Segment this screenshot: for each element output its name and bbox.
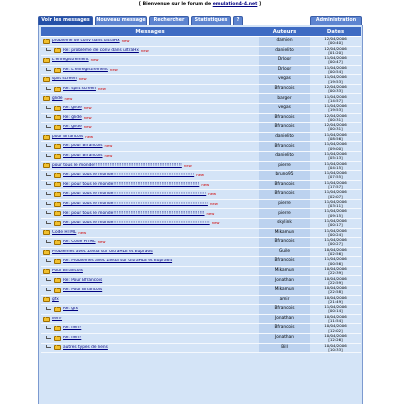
message-cell [41, 257, 259, 267]
author-cell: skylink [259, 219, 310, 229]
date-text: 11/04/2006 [324, 93, 347, 99]
time-text: [22:39] [328, 270, 343, 276]
new-badge: new [206, 211, 215, 216]
folder-icon [54, 48, 61, 53]
thread-branch-icon [46, 125, 51, 128]
message-subject-link[interactable]: Re: problème de conv dans ultraHx [63, 48, 139, 53]
folder-icon [54, 259, 61, 264]
folder-icon [54, 278, 61, 283]
folder-icon [54, 192, 61, 197]
time-text: [19:53] [328, 107, 343, 113]
date-text: 10/04/2006 [324, 294, 347, 300]
time-text: [00:31] [328, 116, 343, 122]
tab-nouveau-message[interactable]: Nouveau message [96, 18, 146, 23]
table-row[interactable] [41, 305, 361, 315]
date-text: 11/04/2006 [324, 64, 347, 70]
message-subject-link[interactable]: Pour Bfrancois [52, 268, 83, 273]
folder-icon [54, 115, 61, 120]
message-subject-link[interactable]: Re: L'enregistrement [63, 67, 108, 72]
table-row[interactable] [41, 114, 361, 124]
date-text: 11/04/2006 [324, 131, 347, 137]
time-text: [00:56] [328, 260, 343, 266]
table-row[interactable] [41, 238, 361, 248]
table-row[interactable] [41, 75, 361, 85]
time-text: [04:15] [328, 164, 343, 170]
folder-icon [54, 154, 61, 159]
date-text: 11/04/2006 [324, 179, 347, 185]
author-cell: pierre [259, 209, 310, 219]
message-cell [41, 75, 259, 85]
date-text: 12/04/2006 [324, 36, 347, 42]
thread-branch-icon [46, 106, 51, 109]
date-text: 10/04/2006 [324, 285, 347, 291]
date-text: 11/04/2006 [324, 141, 347, 147]
author-cell: Mikamun [259, 267, 310, 277]
time-text: [19:53] [328, 78, 343, 84]
date-text: 11/04/2006 [324, 304, 347, 310]
date-text: 11/04/2006 [324, 74, 347, 80]
thread-branch-icon [46, 182, 51, 185]
thread-branch-icon [46, 68, 51, 71]
date-text: 10/04/2006 [324, 313, 347, 319]
thread-branch-icon [46, 259, 51, 262]
date-text: 11/04/2006 [324, 55, 347, 61]
messages-table [41, 27, 361, 353]
new-badge: new [90, 57, 99, 63]
thread-branch-icon [46, 202, 51, 205]
time-text: [10:33] [328, 346, 343, 352]
time-text: [00:14] [328, 308, 343, 314]
table-row[interactable] [41, 142, 361, 152]
new-badge: new [78, 230, 87, 235]
message-subject-link[interactable]: autres types de liens [63, 345, 108, 350]
new-badge: new [140, 48, 149, 53]
new-badge: new [97, 86, 106, 92]
message-subject-link[interactable]: pour tous le monde!!!!!!!!!!!!!!!!!!!!!!!!!!!!!!!!!!!!!!!!!!!!!!!!!!! [52, 163, 182, 168]
folder-icon [43, 297, 50, 302]
folder-icon [54, 211, 61, 216]
message-subject-link[interactable]: Re: Pour Bfrancois [63, 287, 103, 293]
author-cell: Bill [259, 344, 310, 354]
message-cell [41, 142, 259, 152]
folder-icon [43, 269, 50, 274]
folder-icon [43, 77, 50, 82]
author-cell: Bfrancois [259, 142, 310, 152]
new-badge: new [104, 144, 113, 149]
time-text: [12:02] [328, 327, 343, 333]
thread-branch-icon [46, 192, 51, 195]
column-header-dates[interactable]: Dates [310, 27, 361, 37]
welcome-banner [0, 2, 400, 8]
date-text: 12/04/2006 [324, 122, 347, 128]
message-cell [41, 85, 259, 95]
author-cell: Bfrancois [259, 305, 310, 315]
table-row[interactable] [41, 56, 361, 66]
table-row[interactable] [41, 229, 361, 239]
column-header-messages[interactable]: Messages [41, 27, 259, 37]
message-subject-link[interactable]: Re: Pour Bfrancois [63, 278, 103, 283]
time-text: [14:57] [328, 97, 343, 103]
date-text: 11/04/2006 [324, 151, 347, 157]
message-subject-link[interactable]: Re: glide [63, 105, 82, 111]
message-cell [41, 286, 259, 296]
table-row[interactable] [41, 324, 361, 334]
table-row[interactable] [41, 200, 361, 210]
folder-icon [54, 106, 61, 111]
date-text: 11/04/2006 [324, 256, 347, 262]
time-text: [17:57] [328, 183, 343, 189]
time-text: [00:54] [328, 69, 343, 75]
thread-branch-icon [46, 278, 51, 281]
author-cell: Bfrancois [259, 123, 310, 133]
new-badge: new [121, 38, 130, 44]
table-row[interactable] [41, 296, 361, 306]
table-header [41, 27, 361, 37]
time-text: [12:26] [328, 337, 343, 343]
author-cell: pierre [259, 200, 310, 210]
new-badge: new [183, 163, 192, 168]
date-text: 11/04/2006 [324, 198, 347, 204]
table-row[interactable] [41, 171, 361, 181]
message-cell [41, 123, 259, 133]
date-text: 12/04/2006 [324, 45, 347, 51]
author-cell: vegas [259, 75, 310, 85]
message-cell [41, 152, 259, 162]
thread-branch-icon [46, 144, 51, 147]
message-subject-link[interactable]: gfx [52, 297, 59, 302]
message-cell [41, 200, 259, 210]
message-cell [41, 248, 259, 258]
thread-branch-icon [46, 288, 51, 291]
messages-body [41, 37, 361, 353]
time-text: [02:07] [328, 193, 343, 199]
author-cell: danielito [259, 133, 310, 143]
date-text: 10/04/2006 [324, 323, 347, 329]
folder-icon [54, 240, 61, 245]
table-row[interactable] [41, 190, 361, 200]
message-subject-link[interactable]: Re: Problemes avec Zelda sur UltraHLE et Eupra64 [63, 259, 173, 264]
new-badge: new [97, 239, 106, 245]
folder-icon [54, 345, 61, 350]
thread-branch-icon [46, 87, 51, 90]
date-text: 11/04/2006 [324, 218, 347, 224]
author-cell: Bfrancois [259, 257, 310, 267]
table-row[interactable] [41, 248, 361, 258]
message-cell [41, 324, 259, 334]
message-subject-link[interactable]: Re: split screen [63, 86, 96, 92]
folder-icon [43, 96, 50, 101]
message-cell [41, 114, 259, 124]
message-cell [41, 238, 259, 248]
message-cell [41, 305, 259, 315]
date-text: 12/04/2006 [324, 83, 347, 89]
table-row[interactable] [41, 47, 361, 57]
table-row[interactable] [41, 162, 361, 172]
thread-branch-icon [46, 345, 51, 348]
time-text: [00:33] [328, 88, 343, 94]
thread-branch-icon [46, 221, 51, 224]
author-cell: amir [259, 296, 310, 306]
new-badge: new [104, 153, 113, 159]
time-text: [00:31] [328, 126, 343, 132]
new-badge: new [201, 182, 210, 187]
message-cell [41, 315, 259, 325]
message-subject-link[interactable]: Re: pour tous le monde!!!!!!!!!!!!!!!!!!!!!!!!!!!!!!!!!!!!!!!!!!!!!!!!!!!!!!!! [63, 220, 210, 226]
thread-branch-icon [46, 336, 51, 339]
time-text: [00:24] [328, 231, 343, 237]
author-cell: Bfrancois [259, 181, 310, 191]
message-cell [41, 133, 259, 143]
time-text: [02:56] [328, 251, 343, 256]
date-text: 11/04/2006 [324, 189, 347, 195]
message-subject-link[interactable]: Re: pour tous le monde!!!!!!!!!!!!!!!!!!!!!!!!!!!!!!!!!!!!!!!!!!!!!!! [63, 172, 195, 178]
time-text: [21:49] [328, 298, 343, 304]
thread-branch-icon [46, 307, 51, 310]
author-cell: Guile [259, 248, 310, 258]
time-text: [01:20] [328, 49, 343, 55]
new-badge: new [208, 192, 217, 197]
date-cell [310, 344, 361, 354]
message-cell [41, 171, 259, 181]
author-cell: bruno95 [259, 171, 310, 181]
author-cell: Mikamun [259, 286, 310, 296]
author-cell: Bfrancois [259, 324, 310, 334]
author-cell: danielito [259, 152, 310, 162]
table-row[interactable] [41, 219, 361, 229]
folder-icon [54, 336, 61, 341]
new-badge: new [85, 134, 94, 139]
message-subject-link[interactable]: problème de conv dans ultraHx [52, 38, 120, 44]
time-text: [00:47] [328, 59, 343, 65]
message-cell [41, 344, 259, 354]
folder-icon [54, 68, 61, 73]
table-row[interactable] [41, 152, 361, 162]
author-cell: Bfrancois [259, 114, 310, 124]
author-cell: pierre [259, 162, 310, 172]
message-subject-link[interactable]: Re: glide [63, 124, 82, 130]
thread-branch-icon [46, 154, 51, 157]
message-subject-link[interactable]: Re: lien? [63, 326, 82, 331]
thread-branch-icon [46, 173, 51, 176]
message-subject-link[interactable]: Re: pour tous le monde!!!!!!!!!!!!!!!!!!!!!!!!!!!!!!!!!!!!!!!!!!!!!!!!!! [63, 182, 200, 187]
time-text: [22:59] [328, 279, 343, 285]
message-cell [41, 334, 259, 344]
table-row[interactable] [41, 85, 361, 95]
table-row[interactable] [41, 257, 361, 267]
folder-icon [43, 39, 50, 44]
table-row[interactable] [41, 123, 361, 133]
date-text: 11/04/2006 [324, 170, 347, 176]
new-badge: new [109, 67, 118, 72]
message-subject-link[interactable]: lien? [52, 316, 63, 321]
folder-icon [54, 144, 61, 149]
message-cell [41, 219, 259, 229]
tab-voir-les-messages[interactable]: Voir les messages [38, 16, 93, 25]
message-subject-link[interactable]: Re: pour Bfrancois [63, 153, 103, 159]
time-text: [08:56] [328, 136, 343, 142]
date-text: 11/04/2006 [324, 227, 347, 233]
date-text: 10/04/2006 [324, 275, 347, 281]
new-badge: new [83, 115, 92, 120]
table-row[interactable] [41, 104, 361, 114]
date-text: 12/04/2006 [324, 112, 347, 118]
folder-icon [43, 163, 50, 168]
time-text: [09:00] [328, 145, 343, 151]
table-row[interactable] [41, 209, 361, 219]
author-cell: barger [259, 94, 310, 104]
message-subject-link[interactable]: Re: gfx [63, 306, 79, 312]
date-text: 10/04/2006 [324, 246, 347, 252]
message-subject-link[interactable]: Re: pour tous le monde!!!!!!!!!!!!!!!!!!!!!!!!!!!!!!!!!!!!!!!!!!!!!!!!!!!!! [63, 211, 205, 216]
site-link[interactable]: emulation4-4.net [212, 2, 258, 7]
author-cell: Bfrancois [259, 238, 310, 248]
folder-icon [43, 250, 50, 255]
messages-panel [38, 25, 363, 404]
welcome-prefix: [ Bienvenue sur le forum de [138, 2, 213, 7]
new-badge: new [196, 172, 205, 178]
column-header-auteurs[interactable]: Auteurs [259, 27, 310, 37]
thread-branch-icon [46, 115, 51, 118]
message-cell [41, 37, 259, 47]
table-row[interactable] [41, 315, 361, 325]
message-subject-link[interactable]: Re: glide [63, 115, 82, 120]
table-row[interactable] [41, 267, 361, 277]
author-cell: Jonathan [259, 334, 310, 344]
table-row[interactable] [41, 94, 361, 104]
date-text: 11/04/2006 [324, 237, 347, 243]
folder-icon [54, 173, 61, 178]
table-row[interactable] [41, 133, 361, 143]
folder-icon [54, 326, 61, 331]
message-subject-link[interactable]: Re: lien? [63, 335, 82, 341]
thread-branch-icon [46, 211, 51, 214]
thread-branch-icon [46, 240, 51, 243]
thread-branch-icon [46, 326, 51, 329]
time-text: [00:40] [328, 40, 343, 46]
folder-icon [54, 125, 61, 130]
message-cell [41, 47, 259, 57]
message-cell [41, 56, 259, 66]
date-text: 10/04/2006 [324, 333, 347, 338]
date-text: 10/04/2006 [324, 265, 347, 271]
message-subject-link[interactable]: Re: pour tous le monde!!!!!!!!!!!!!!!!!!!!!!!!!!!!!!!!!!!!!!!!!!!!!!!!!!!!!!! [63, 201, 208, 206]
new-badge: new [83, 124, 92, 130]
message-subject-link[interactable]: Problemes avec Zelda sur UltraHLE et Eupra64 [52, 249, 153, 254]
new-badge: new [83, 105, 92, 111]
date-text: 11/04/2006 [324, 160, 347, 166]
tab-administration[interactable]: Administration [310, 16, 362, 25]
message-cell [41, 276, 259, 286]
message-cell [41, 66, 259, 76]
new-badge: new [209, 201, 218, 206]
message-cell [41, 296, 259, 306]
author-cell: Drloor [259, 56, 310, 66]
message-subject-link[interactable]: Code HTML [52, 230, 77, 235]
tab-statistiques[interactable]: Statistiques [191, 16, 231, 25]
time-text: [07:55] [328, 174, 343, 180]
new-badge: new [211, 220, 220, 226]
date-text: 10/04/2006 [324, 342, 347, 348]
welcome-suffix: ] [257, 2, 262, 7]
author-cell: damien [259, 37, 310, 47]
folder-icon [54, 202, 61, 207]
time-text: [05:13] [328, 155, 343, 161]
folder-icon [54, 307, 61, 312]
thread-branch-icon [46, 48, 51, 51]
tab-rechercher[interactable]: Rechercher [149, 16, 189, 25]
message-subject-link[interactable]: Re: Code HTML [63, 239, 96, 245]
tab-help[interactable]: ? [233, 16, 243, 25]
author-cell: danielito [259, 47, 310, 57]
time-text: [00:27] [328, 241, 343, 247]
message-subject-link[interactable]: split screen [52, 77, 77, 82]
table-row[interactable] [41, 344, 361, 354]
time-text: [03:11] [328, 203, 343, 209]
folder-icon [43, 58, 50, 63]
date-text: 11/04/2006 [324, 103, 347, 109]
folder-icon [54, 221, 61, 226]
author-cell: Bfrancois [259, 190, 310, 200]
message-subject-link[interactable]: pour Bfrancois [52, 134, 84, 139]
message-cell [41, 162, 259, 172]
time-text: [00:17] [328, 222, 343, 228]
time-text: [11:54] [328, 318, 343, 324]
message-cell [41, 94, 259, 104]
folder-icon [54, 87, 61, 92]
new-badge: new [78, 77, 87, 82]
folder-icon [54, 288, 61, 293]
table-row[interactable] [41, 66, 361, 76]
message-subject-link[interactable]: Re: pour Bfrancois [63, 144, 103, 149]
date-text: 11/04/2006 [324, 208, 347, 214]
time-text: [09:15] [328, 212, 343, 218]
author-cell: vegas [259, 104, 310, 114]
folder-icon [43, 317, 50, 322]
message-subject-link[interactable]: Re: pour tous le monde!!!!!!!!!!!!!!!!!!!!!!!!!!!!!!!!!!!!!!!!!!!!!!!!!!!!!! [63, 192, 207, 197]
message-cell [41, 190, 259, 200]
author-cell: Jonathan [259, 276, 310, 286]
folder-icon [54, 182, 61, 187]
author-cell: Jonathan [259, 315, 310, 325]
new-badge: new [64, 96, 73, 101]
message-cell [41, 209, 259, 219]
message-cell [41, 267, 259, 277]
table-row[interactable] [41, 37, 361, 47]
folder-icon [43, 230, 50, 235]
table-row[interactable] [41, 276, 361, 286]
author-cell: Mikamun [259, 229, 310, 239]
tab-bar [38, 16, 362, 25]
message-cell [41, 104, 259, 114]
table-row[interactable] [41, 334, 361, 344]
message-cell [41, 181, 259, 191]
author-cell: Bfrancois [259, 85, 310, 95]
author-cell: Drloor [259, 66, 310, 76]
table-row[interactable] [41, 181, 361, 191]
folder-icon [43, 135, 50, 140]
message-subject-link[interactable]: L'enregistrement [52, 57, 89, 63]
time-text: [22:58] [328, 289, 343, 295]
message-subject-link[interactable]: glide [52, 96, 63, 101]
table-row[interactable] [41, 286, 361, 296]
message-cell [41, 229, 259, 239]
